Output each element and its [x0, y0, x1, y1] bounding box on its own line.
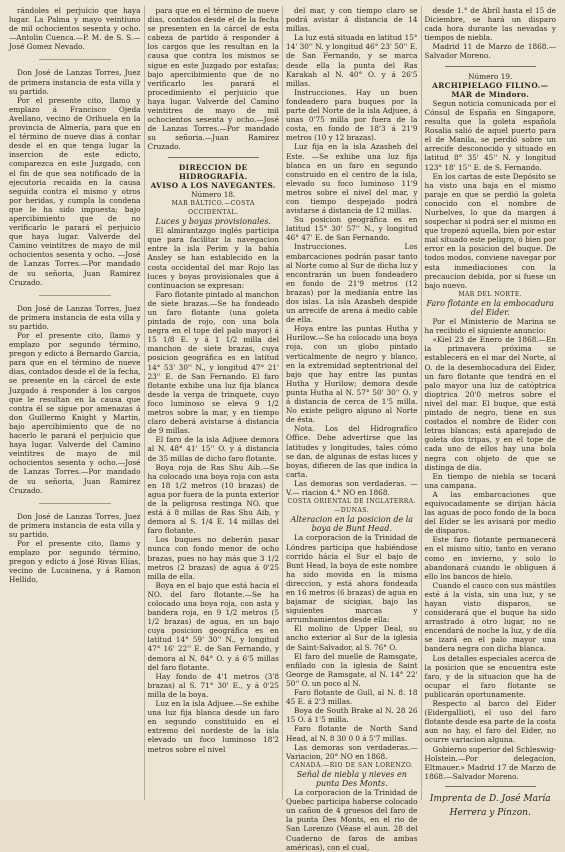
- column-1: [6, 6, 145, 800]
- paragraph: La luz está situada en latitud 15° 14' 30'' N. y longitud 46° 23' 50'' E. de San Fernando, y se marca desde ella la punta del Ras Karakah al N. 40° O. y á 26'5 millas.: [286, 33, 418, 88]
- paragraph: Por el presente cito, llamo y emplazo por segundo término, pregon y edicto á Bernardo Garcia, para que en el término de nueve dias, contados desde el de la fecha, se presente en la cárcel de este Juzgado á responder á los cargos que le resultan en la causa que contra él se sigue por amenazas á don Guillermo Knight y Martin, bajo apercibimiento que de no hacerlo le parará el perjuicio que haya lugar. Valverde del Camino veintitres de mayo de mil ochocientos sesenta y ocho.—José de Lanzas Torres.—Por mandado de su señoria, Juan Ramirez Cruzado.: [9, 331, 141, 495]
- paragraph: El faro del muelle de Ramsgate, enfilado con la iglesia de Saint George de Ramsgate, al N. 14° 22' 50'' O. un poco al N.: [286, 651, 418, 688]
- section-heading: ARCHIPIELAGO FILINO.—MAR de Mindoro.: [432, 80, 549, 99]
- rule-line: [445, 66, 537, 67]
- paragraph: A las embarcaciones que equivocadamente se dirijan hácia las aguas de poco fondo de la boca del Eider se les avisará por medio de disparos.: [424, 489, 556, 536]
- paragraph: Los buques no deberán pasar nunca con fondo menor de ocho brazas, pues no hay más que 3 1/2 metros (2 brazas) de agua á 0'25 milla de ella.: [147, 535, 279, 581]
- region-heading: COSTA ORIENTAL DE INGLATERRA.—DUNAS.: [287, 498, 417, 515]
- section-heading: DIRECCION DE HIDROGRAFÍA.: [178, 162, 248, 181]
- paragraph: Don José de Lanzas Torres, Juez de primera instancia de esta villa y su partido.: [9, 68, 141, 96]
- section-divider: [39, 59, 111, 60]
- paragraph: para que en el término de nueve dias, contados desde el de la fecha se presenten en la cárcel de esta cabeza de partido á responder á los cargos que les resultan en la causa que contra los mismos se sigue en este Juzgado por estafas; bajo apercibimiento que de no verificarlo les parará el procedimiento el perjuicio que haya lugar. Valverde del Camino veintitres de mayo de mil ochocientos sesenta y ocho.—José de Lanzas Torres.—Por mandado su señoria.—Juan Ramirez Cruzado.: [147, 6, 279, 152]
- paragraph: desde 1.° de Abril hasta el 15 de Diciembre, se hará un disparo cada hora durante las nevadas y tiempos de niebla.: [424, 6, 556, 43]
- paragraph: Boya en el bajo que está hacia el NO. del faro flotante.—Se ha colocado una boya roja, con asta y bandera roja, en 9 1/2 metros (5 1/2 brazas) de agua, en un bajo cuya posicion geográfica es en latitud 14° 59' 30'' N., y longitud 47° 16' 22'' E. de San Fernando, y demora al N. 84° O. y á 6'5 millas del faro flotante.: [147, 580, 279, 672]
- paragraph: Madrid 11 de Marzo de 1868.— Salvador Moreno.: [424, 42, 556, 61]
- notice-number: Número 19.: [468, 71, 513, 81]
- paragraph: Respecto al barco del Eider (Eidergalliot), el uso del faro flotante desde esa parte de la costa aun no hay, el faro del Eider, no ocurre variacion alguna.: [424, 699, 556, 745]
- column-4: [422, 6, 560, 818]
- paragraph: Las demoras son verdaderas. —V.— riacion 4.° NO en 1868.: [286, 478, 418, 497]
- paragraph: «Kiel 23 de Enero de 1868.—En la primavera próxima se establecerá en el mar del Norte, al O. de la desembocadura del Eider, un faro flotante que tendrá en el palo mayor una luz de catóptrica dioptrica 20'0 metros sobre el nivel del mar. El buque, que está pintado de negro, tiene en sus costados el nombre de Eider con letras blancas; está aparejado de goleta dos tripas, y en el tope de cada uno de ellos hay una bola negra con objeto de que se distinga de día.: [424, 335, 556, 472]
- column-2: [145, 6, 284, 800]
- paragraph: Faro flotante de North Sand Head, al N. 8 30 0 0 á 5'7 millas.: [286, 724, 418, 743]
- section-heading: AVISO A LOS NAVEGANTES.: [150, 180, 276, 190]
- notice-subtitle: Luces y boyas provisionales.: [155, 217, 271, 227]
- paragraph: Don José de Lanzas Torres, Juez de primera instancia de esta villa y su partido.: [9, 511, 141, 539]
- paragraph: Faro flotante de Gull, al N. 8. 18 45 E. á 2'3 millas.: [286, 688, 418, 707]
- paragraph: del mar, y con tiempo claro se podrá avistar á distancia de 14 millas.: [286, 6, 418, 34]
- paragraph: Instrucciones. Hay un buen fondeadero para buques por la parte del Norte de la isla Adjuee, á unas 0'75 milla por fuera de la costa, en fondo de 18'3 á 21'9 metros (10 y 12 brazas).: [286, 87, 418, 143]
- paragraph: La corporacion de la Trinidad de Lóndres participa que habiéndose corrido hácia el Sur el bajo de Bunt Head, la boya de este nombre ha sido movida en la misma direccion, y está ahora fondeada en 16 metros (6 brazas) de agua en bajamar de sicigias, bajo las siguientes marcas y arrumbamientos desde ella:: [286, 533, 418, 625]
- paragraph: Su posicion geográfica es en latitud 15° 30' 57'' N., y longitud 46° 47' E. de San Fernando.: [286, 215, 418, 243]
- paragraph: Hoya entre las puntas Hutha y Hurilow.—Se ha colocado una boya roja, con un globo pintado verticalmente de negro y blanco, en la extremidad septentrional del bajo que hay entre las puntas Hutha y Hurilow; demora desde punta Hutha al N. 57° 50' 30'' O. y á distancia de cerca de 1'5 milla. No existe peligro alguno al Norte de ésta.: [286, 324, 418, 425]
- column-3: [283, 6, 422, 852]
- paragraph: Cuando el casco con sus mástiles esté á la vista, sin una luz, y se hayan visto disparos, se considerará que el buque ha sido arrastrado á otro lugar, no se encendará de noche la luz, y de día se izará en el palo mayor una bandera negra con dicha blanca.: [424, 580, 556, 654]
- paragraph: En los cartas de este Depósito se ha visto una baja en el mismo paraje en que se perdió la goleta conocido con el nombre de Nurbelves, lo que da margen á sospechar si podrá ser el mismo en que tropezó aquella, bien por estar mal situado este peligro, ó bien por error en la posicion del buque. De todos modos, conviene navegar por esta inmediaciones con la precaucion debida, por si fuese un bajo nuevo.: [424, 171, 556, 290]
- paragraph: Faro flotante pintado al manchon de siete brazas.—Se ha fondeado un faro flotante (una goleta pintada de rojo, con una bola negra en el tope del palo mayor) á 15 1/8 E. y á 1 1/2 milla del manchon de siete brazas, cuya posicion geográfica es en latitud 14° 53' 30'' N., y longitud 47° 21' 23'' E. de San Fernando. El faro flotante exhibe una luz fija blanca desde la verga de trinquete, cuyo foco luminoso se eleva 9 1/2 metros sobre la mar, y en tiempo claro deberá avistarse á distancia de 9 millas.: [147, 289, 279, 436]
- paragraph: Boya roja de Ras Shu Aib.—Se ha colocado una boya roja con asta en 18 1/2 metros (10 brazas) de agua por fuera de la punta exterior de la peligrosa restinga NO. que está á 8 millas de Ras Shu Aib, y demora al S. 1/4 E. 14 millas del faro flotante.: [147, 462, 279, 536]
- paragraph: Este faro flotante permanecerá en el mismo sitio, tanto en verano como en invierno, y solo lo abandonará cuando le obliguen á ello los bancos de hielo.: [424, 535, 556, 581]
- notice-subtitle: Alteracion en la posicion de la boya de Bunt Head.: [290, 515, 414, 534]
- paragraph: Las demoras son verdaderas.—Variacion, 20° NO en 1868.: [286, 742, 418, 761]
- paragraph: Hay fondo de 4'1 metros (3'8 brazas) al S. 71° 30' E., y á 0'25 milla de la boya.: [147, 671, 279, 699]
- region-heading: MAR BÁLTICO.—COSTA OCCIDENTAL.: [171, 199, 255, 216]
- paragraph: Segun noticia comunicada por el Cónsul de España en Singapore, resulta que la goleta española Rosalia salió de aquel puerto para el de Manila, se perdió sobre un arrecife desconocido y situado en latitud 8° 35' 45'' N. y longitud 123° 18' 15'' E. de S. Fernando.: [424, 98, 556, 172]
- paragraph: Por el Ministerio de Marina se ha recibido el siguiente anuncio:: [424, 317, 556, 336]
- paragraph: Boya de South Brake al N. 28 26 15 O. á 1'5 milla.: [286, 706, 418, 725]
- section-divider: [39, 295, 111, 296]
- paragraph: En tiempo de niebla se tocará una campana.: [424, 471, 556, 490]
- printer-imprint: Imprenta de D. José María Herrera y Pinzon.: [429, 793, 551, 818]
- section-divider: [39, 503, 111, 504]
- paragraph: El molino de Upper Deal, su ancho exterior al Sur de la iglesia de Saint-Salvador, al S. 76° O.: [286, 624, 418, 652]
- paragraph: Por el presente cito, llamo y emplazo por segundo término, pregon y edicto á José Rivas Elías, vecino de Lucainena, y á Ramon Hellido,: [9, 538, 141, 585]
- paragraph: Por el presente cito, llamo y emplazo á Francisco Ojeda Avellano, vecino de Orihuela en la provincia de Almería, para que en el término de nueve dias á contar desde el en que tenga lugar la insercion de este edicto, comparezca en este Juzgado, con el fin de que sea notificado de la ejecutoria recaida en la causa seguida contra el mismo y otros por heridas, y cumpla la condena que le ha sido impuesta; bajo apercibimiento que de no verificarlo le parará el perjuicio que haya lugar. Valverde del Camino veintitres de mayo de mil ochocientos sesenta y ocho. —José de Lanzas Torres.—Por mandado de su señoria, Juan Ramirez Cruzado.: [9, 95, 141, 287]
- region-heading: CANADÁ.—RIO DE SAN LORENZO.: [290, 761, 414, 769]
- rule-line: [445, 786, 537, 787]
- region-heading: MAR DEL NORTE.: [458, 290, 523, 298]
- rule-line: [168, 157, 260, 158]
- paragraph: El almirantazgo inglés participa que para facilitar la navegacion entre la isla Perim y la bahía Ansley se han establecido en la costa occidental del mar Rojo las luces y boyas provisionales que á continuacion se expresan:: [147, 226, 279, 290]
- paragraph: Don José de Lanzas Torres, Juez de primera instancia de esta villa y su partido.: [9, 303, 141, 331]
- paragraph: Los detalles especiales acerca de la posicion que se encuentra este faro, y de la situacion que ha de ocupar el faro flotante se publicarán oportunamente.: [424, 653, 556, 699]
- paragraph: Luz fija en la isla Azasbeh del Este. —Se exhibe una luz fija blanca en un faro en segundo construido en el centro de la isla, elevado su foco luminoso 11'9 metros sobre el nivel del mar, y con tiempo despejado podrá avistarse á distancia de 12 millas.: [286, 142, 418, 216]
- paragraph: La corporacion de la Trinidad de Quebec participa haberse colocado un cañon de 4 gruesos del faro de la punta Des Monts, en el rio de San Lorenzo (Véase el aun. 28 del Cuaderno de faros de ambas américas), con el cual,: [286, 788, 418, 852]
- paragraph: Instrucciones. Los embarcaciones podrán pasar tanto al Norte como al Sur de dicha luz y encontrarán un buen fondeadero en fondo de 21'9 metros (12 brazas) por la medianía entre las dos islas. La isla Azasbeh despide un arrecife de arena á medio cable de ella.: [286, 242, 418, 325]
- notice-number: Número 18.: [191, 189, 236, 199]
- paragraph: Nota. Los del Hidrografíco Office. Debe advertirse que las latitudes y longitudes, tales cómo se dan, de algunas de estas luces y boyas, difieren de las que indica la carta.: [286, 424, 418, 479]
- paragraph: Gobierno superior del Schleswig-Holstein.—Por delegacion, Eltmauer.» Madrid 17 de Marzo de 1868.—Salvador Moreno.: [424, 744, 556, 781]
- notice-subtitle: Señal de niebla y nieves en punta Des Monts.: [296, 769, 407, 788]
- notice-subtitle: Faro flotante en la embocadura del Eider.: [426, 298, 554, 317]
- paragraph: Luz en la isla Adjuee.—Se exhibe una luz fija blanca desde un faro en segundo constituido en el extremo del nordeste de la isla elevado un foco luminoso 18'2 metros sobre el nivel: [147, 699, 279, 754]
- columns-container: [6, 6, 559, 852]
- paragraph: rándoles el perjuicio que haya lugar. La Palma y mayo veintiuno de mil ochocientos sesenta y ocho.—Antolin Cuenca.—P. M. de S. S.—José Gomez Nevado.: [9, 6, 141, 52]
- paragraph: El faro de la isla Adjuee demora al N. 48° 41' 15'' O. y á distancia de 35 millas de dicho faro flotante.: [147, 435, 279, 463]
